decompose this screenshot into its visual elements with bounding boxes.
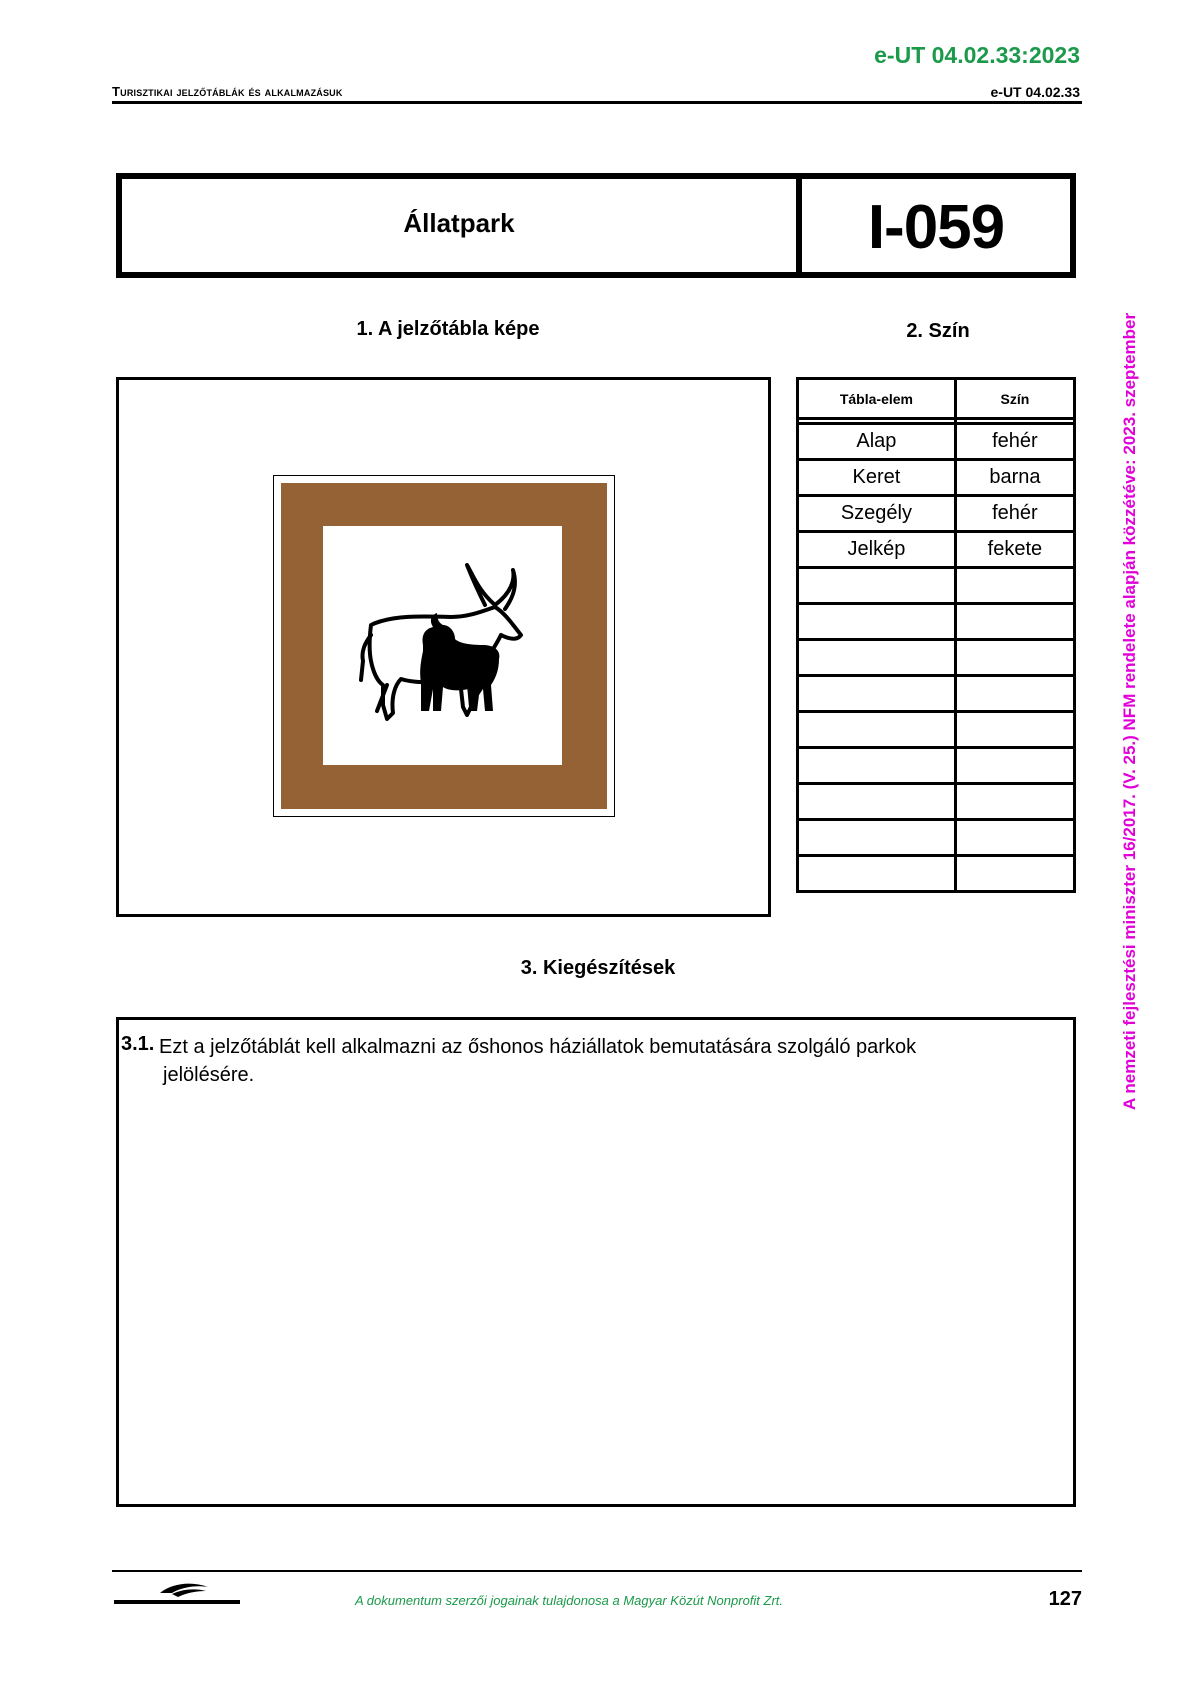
table-row-empty [798, 568, 1075, 604]
supplements-box [116, 1017, 1076, 1507]
table-row-empty [798, 604, 1075, 640]
table-row [798, 496, 1075, 532]
table-row [798, 460, 1075, 496]
sign-image [273, 475, 615, 817]
sign-code: I-059 [867, 193, 1005, 262]
footer-rule [112, 1570, 1082, 1572]
cell-color: barna [955, 460, 1074, 496]
header-title: Turisztikai jelzőtáblák és alkalmazásuk [112, 84, 343, 99]
section-supplements-heading: 3. Kiegészítések [520, 957, 676, 979]
column-header-element: Tábla-elem [798, 379, 956, 419]
table-row-empty [798, 676, 1075, 712]
publication-note: A nemzeti fejlesztési miniszter 16/2017. (V. 25.) NFM rendelete alapján közzétéve: 2023. szeptember [1120, 312, 1139, 1110]
cell-element: Keret [798, 460, 956, 496]
column-header-color: Szín [955, 379, 1074, 419]
note-number: 3.1. [121, 1033, 155, 1055]
sign-name: Állatpark [403, 208, 515, 238]
cell-element: Jelkép [798, 532, 956, 568]
header-code: e-UT 04.02.33 [990, 84, 1080, 100]
cell-color: fekete [955, 532, 1074, 568]
cell-element: Szegély [798, 496, 956, 532]
header-rule [112, 101, 1082, 104]
section-sign-image-heading: 1. A jelzőtábla képe [356, 318, 540, 340]
table-row-empty [798, 748, 1075, 784]
publisher-logo-icon [112, 1579, 262, 1609]
table-row [798, 424, 1075, 460]
table-row-empty [798, 856, 1075, 892]
cell-color: fehér [955, 496, 1074, 532]
table-row-empty [798, 820, 1075, 856]
cell-element: Alap [798, 424, 956, 460]
cell-color: fehér [955, 424, 1074, 460]
table-row-empty [798, 784, 1075, 820]
page-number: 127 [1048, 1588, 1082, 1610]
copyright-notice: A dokumentum szerzői jogainak tulajdonosa a Magyar Közút Nonprofit Zrt. [355, 1593, 784, 1608]
table-row-empty [798, 640, 1075, 676]
table-row-empty [798, 712, 1075, 748]
color-table-header [798, 379, 1075, 419]
section-color-heading: 2. Szín [906, 320, 970, 342]
table-row [798, 532, 1075, 568]
document-code: e-UT 04.02.33:2023 [874, 42, 1080, 68]
note-text: Ezt a jelzőtáblát kell alkalmazni az őshonos háziállatok bemutatására szolgáló parkok jelölésére. [159, 1036, 917, 1086]
color-table [796, 377, 1076, 893]
